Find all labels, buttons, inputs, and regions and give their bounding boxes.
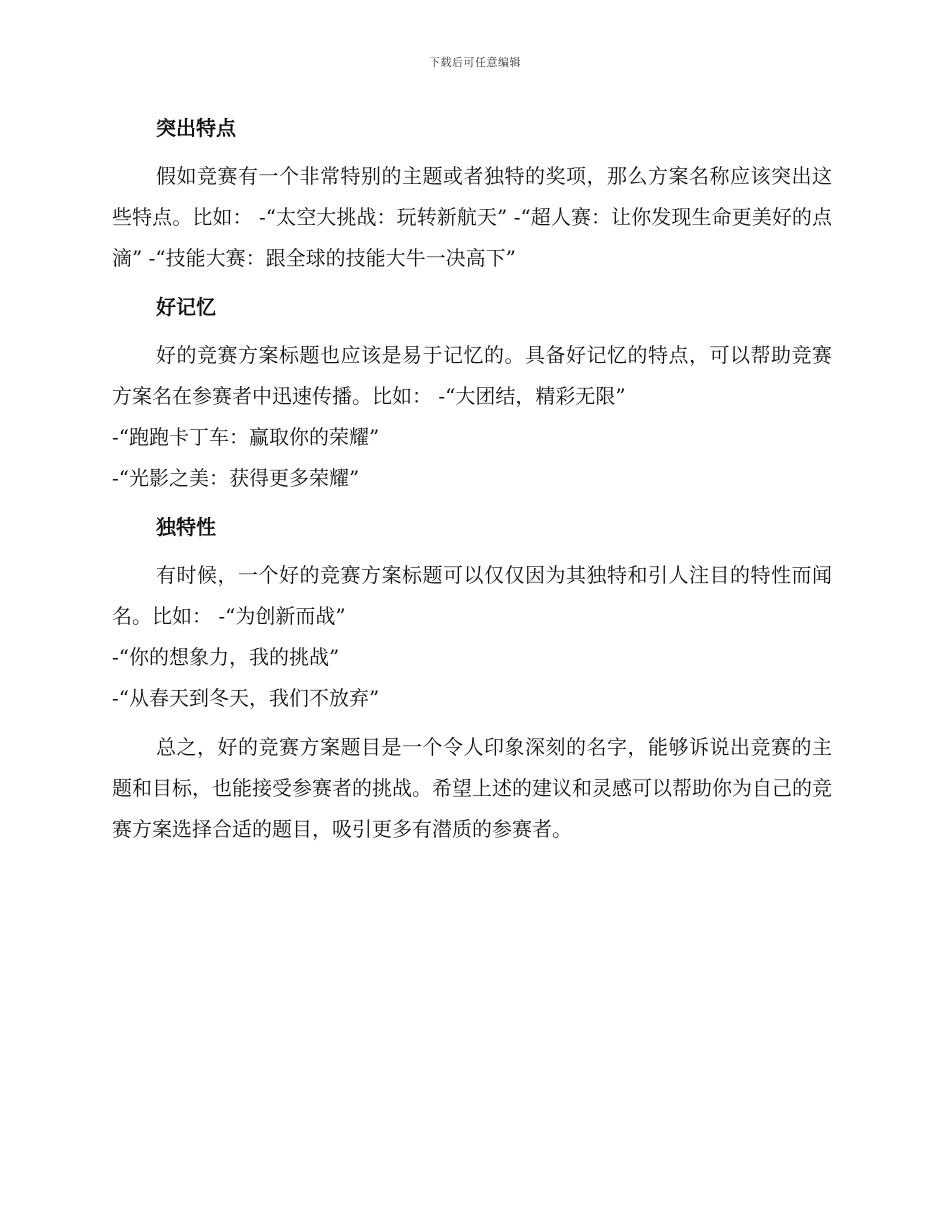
- section-heading-highlight: 突出特点: [156, 116, 236, 140]
- section-paragraph-memorable: 好的竞赛方案标题也应该是易于记忆的。具备好记忆的特点，可以帮助竞赛方案名在参赛者中迅速传播。比如： -“大团结，精彩无限”: [112, 343, 832, 408]
- example-line: -“跑跑卡丁车：赢取你的荣耀”: [112, 425, 380, 449]
- conclusion-paragraph: 总之，好的竞赛方案题目是一个令人印象深刻的名字，能够诉说出竞赛的主题和目标，也能接受参赛者的挑战。希望上述的建议和灵感可以帮助你为自己的竞赛方案选择合适的题目，吸引更多有潜质的参赛者。: [112, 735, 832, 841]
- example-line: -“从春天到冬天，我们不放弃”: [112, 686, 380, 710]
- example-line: -“你的想象力，我的挑战”: [112, 645, 340, 669]
- header-note: 下载后可任意编辑: [429, 56, 521, 69]
- section-paragraph-highlight: 假如竞赛有一个非常特别的主题或者独特的奖项，那么方案名称应该突出这些特点。比如： -“太空大挑战：玩转新航天” -“超人赛：让你发现生命更美好的点滴” -“技能大赛：跟全球的技能大牛一决高下”: [112, 164, 832, 270]
- section-heading-uniqueness: 独特性: [156, 515, 216, 539]
- section-paragraph-uniqueness: 有时候，一个好的竞赛方案标题可以仅仅因为其独特和引人注目的特性而闻名。比如： -“为创新而战”: [112, 563, 832, 628]
- example-line: -“光影之美：获得更多荣耀”: [112, 466, 360, 490]
- document-body: [112, 108, 832, 850]
- section-heading-memorable: 好记忆: [156, 295, 216, 319]
